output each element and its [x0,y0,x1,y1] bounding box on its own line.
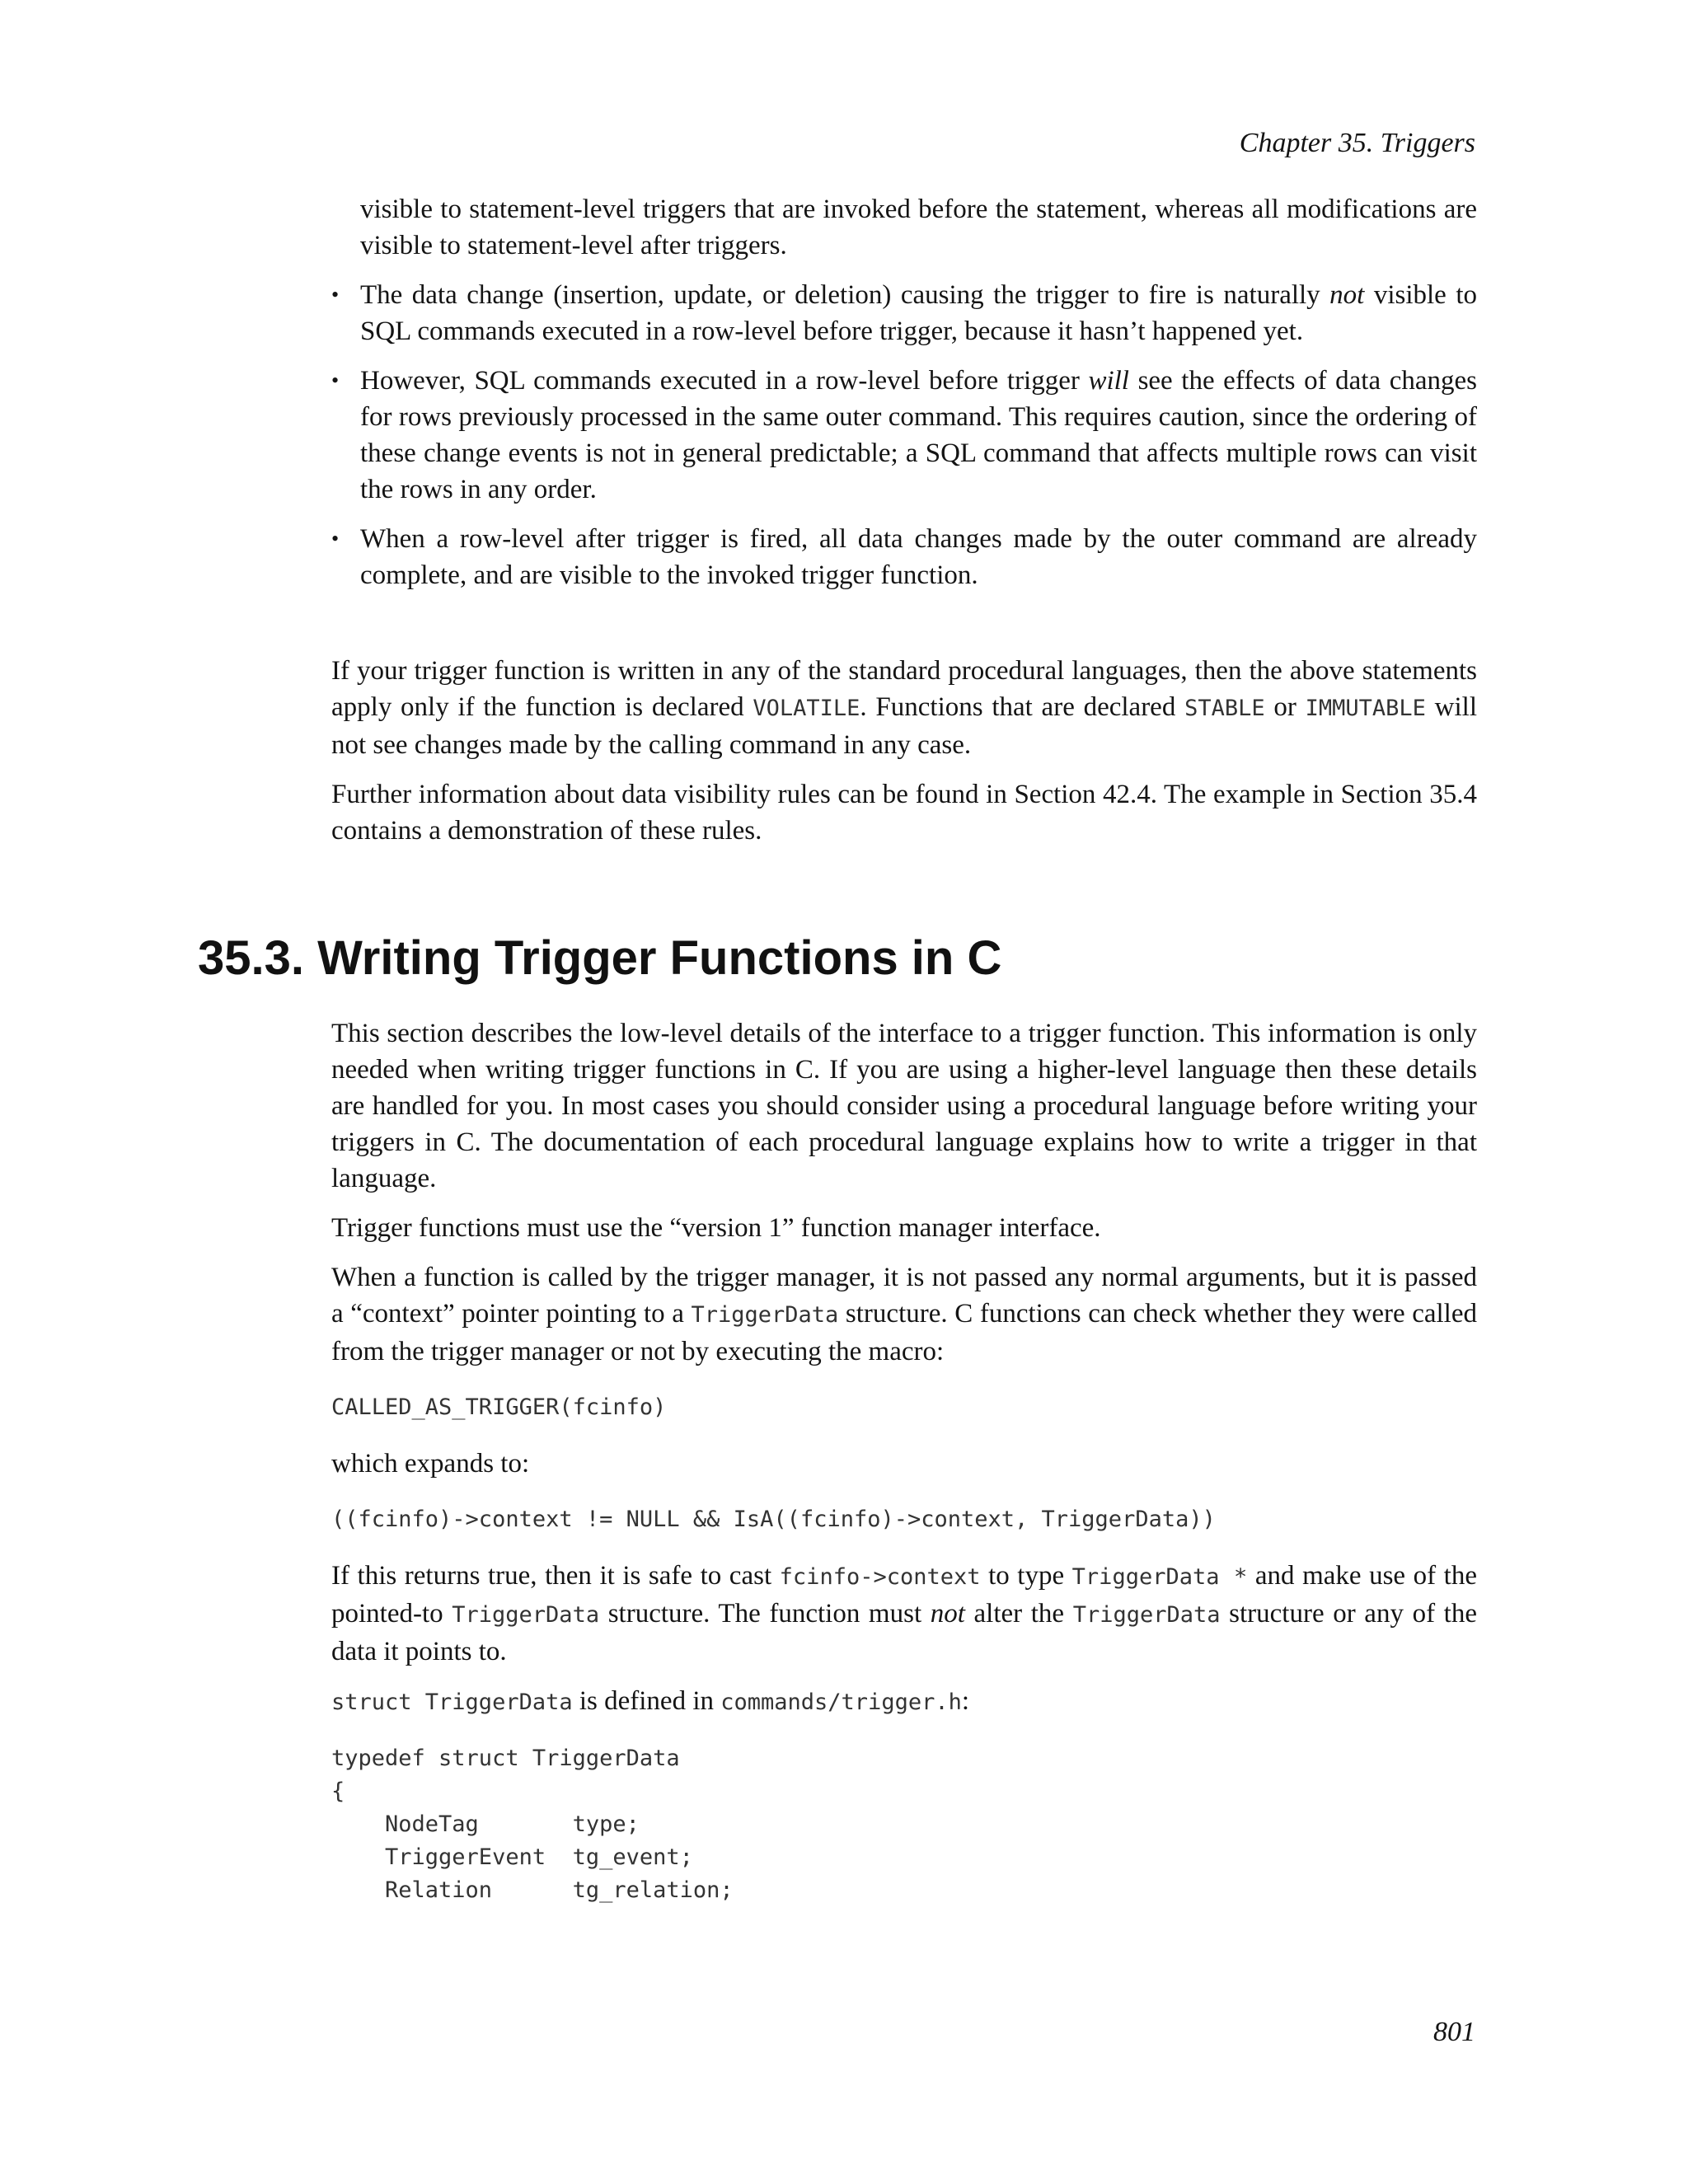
code-block-macro: CALLED_AS_TRIGGER(fcinfo) [331,1394,667,1420]
paragraph-volatile [331,653,1477,763]
text-run: alter the [964,1599,1073,1629]
list-item-text: When a row-level after trigger is fired, all data changes made by the outer command are already complete, and are visible to the invoked trigger function. [360,524,1477,590]
paragraph-context [331,1259,1477,1370]
text-run: structure. The function must [599,1599,931,1629]
paragraph-cast [331,1558,1477,1670]
list-item [331,277,1477,349]
emphasis: not [930,1599,965,1629]
paragraph-intro: This section describes the low-level details of the interface to a trigger function. This information is only needed when writing trigger functions in C. If you are using a higher-level language then these details are handled for you. In most cases you should consider using a procedural language before writing your triggers in C. The documentation of each procedural language explains how to write a trigger in that language. [331,1019,1477,1193]
text-run: : [961,1686,970,1716]
text-run: When a function is called by the trigger manager, it is not passed any normal arguments, but it is passed a “context” pointer pointing to a [331,1263,1477,1329]
page-number: 801 [1433,2017,1475,2047]
text-run: If your trigger function is written in any of the standard procedural languages, then the above statements apply only if the function is declared [331,656,1477,722]
top-content [331,191,1477,862]
bullet-glyph: • [331,368,340,392]
list-item-text-before: However, SQL commands executed in a row-level before trigger [360,366,1089,396]
section-heading: 35.3. Writing Trigger Functions in C [198,931,1002,985]
paragraph-struct-def [331,1683,1477,1721]
text-run: structure or any of the data it points to. [331,1599,1477,1666]
emphasis: not [1329,280,1365,310]
code-immutable: IMMUTABLE [1305,696,1426,721]
code-block-struct: typedef struct TriggerData { NodeTag type; TriggerEvent tg_event; Relation tg_relation; [331,1746,734,1903]
list-item [331,363,1477,508]
list-item [331,521,1477,593]
list-item-text-after: visible to SQL commands executed in a row-level before trigger, because it hasn’t happened yet. [360,280,1477,346]
text-run: or [1264,692,1306,722]
list-item-text-after: see the effects of data changes for rows previously processed in the same outer command. This requires caution, since the ordering of these change events is not in general predictable; a SQL command that affects multiple rows can visit the rows in any order. [360,366,1477,504]
text-run: and make use of the pointed-to [331,1561,1477,1629]
paragraph-version1: Trigger functions must use the “version 1” function manager interface. [331,1213,1101,1243]
code-triggerdata: TriggerData [1072,1602,1221,1628]
code-struct-name: struct TriggerData [331,1690,573,1715]
code-triggerdata: TriggerData [691,1302,839,1328]
visibility-rules-list [331,277,1477,593]
code-volatile: VOLATILE [753,696,860,721]
code-triggerdata: TriggerData [452,1602,600,1628]
code-block-expansion: ((fcinfo)->context != NULL && IsA((fcinfo)->context, TriggerData)) [331,1507,1216,1532]
text-run: will not see changes made by the calling command in any case. [331,692,1477,760]
code-stable: STABLE [1184,696,1265,721]
text-run: to type [980,1561,1072,1591]
emphasis: will [1088,366,1129,396]
bullet-glyph: • [331,283,340,307]
code-triggerdata-ptr: TriggerData * [1071,1564,1248,1590]
bullet-glyph: • [331,527,340,551]
spacer [331,607,1477,653]
code-fcinfo-context: fcinfo->context [779,1564,981,1590]
text-run: If this returns true, then it is safe to cast [331,1561,780,1591]
continued-paragraph: visible to statement-level triggers that are invoked before the statement, whereas all modifications are visible to statement-level after triggers. [360,194,1477,260]
code-header-file: commands/trigger.h [720,1690,962,1715]
running-header: Chapter 35. Triggers [1239,128,1475,158]
list-item-text-before: The data change (insertion, update, or deletion) causing the trigger to fire is naturally [360,280,1330,310]
text-run: structure. C functions can check whether they were called from the trigger manager or not by executing the macro: [331,1299,1477,1366]
text-run: is defined in [572,1686,721,1716]
text-run: . Functions that are declared [860,692,1185,722]
paragraph-expands: which expands to: [331,1449,530,1479]
paragraph-further-info: Further information about data visibility rules can be found in Section 42.4. The example in Section 35.4 contains a demonstration of these rules. [331,780,1477,846]
section-content [331,1015,1477,1929]
